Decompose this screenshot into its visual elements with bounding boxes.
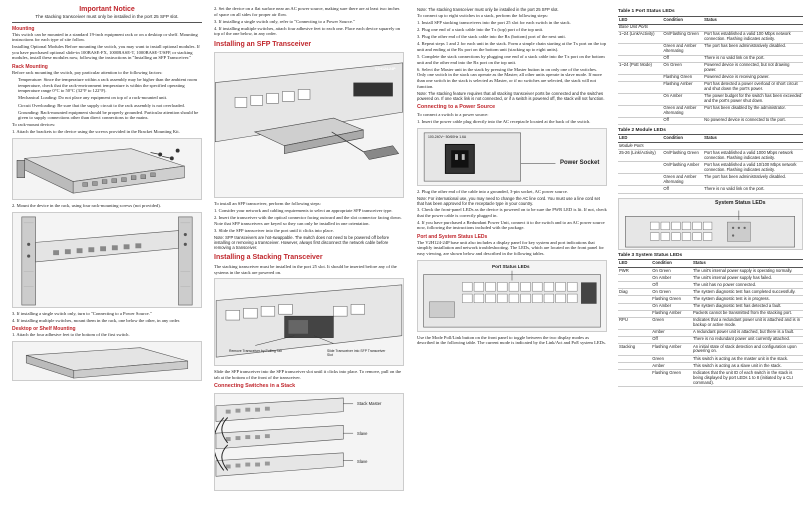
table-cell: Port has established a valid 100 Mbps network connection. Flashing indicates activity. [703,31,803,43]
table-cell: Amber [651,329,692,336]
connect-stack-heading: Connecting Switches in a Stack [214,383,296,390]
table-cell: There is no valid link on the port. [703,55,803,62]
stack-paragraph-2: Slide the SFP transceiver into the SFP transceiver slot until it clicks into place. To remove, pull on the tab at the bottom of the front of the transceiver. [214,369,402,380]
table-cell: On Amber [662,93,703,105]
table-row [618,93,803,105]
figure-remove-label: Remove Transceiver by Pulling Tab [229,349,283,354]
table-cell: The system diagnostic test has completed successfully. [692,289,803,296]
system-led-figure [618,198,803,250]
table-row [618,343,803,355]
port-status-table [618,17,803,125]
table-row [618,310,803,317]
system-status-table [618,260,803,387]
rack-paragraph-2: To rack-mount devices: [12,122,56,128]
table-cell: 1~24 (Link/Activity) [618,31,662,43]
table-row [618,74,803,81]
rack-step: 1. Attach the brackets to the device using the screws provided in the Bracket Mounting Kit. [12,129,180,135]
figure-slave-label: Slave [357,458,368,464]
stack-intro: To connect up to eight switches in a stack, perform the following steps: [417,13,548,18]
sfp-figure [214,52,404,198]
rack-figure [12,212,202,308]
install-options-paragraph: Installing Optional Modules Before mounting the switch, you may want to install optional modules. If you have purchased optional slide-in 100BASE-FX, 1000BASE-T, 1000BASE-T/SFP, or stacking modules, install these modules now, following the instructions in "Installing an SFP Transceiver." [12,44,200,61]
table-row [618,186,803,193]
stack-note: Note: The stacking feature requires that all stacking transceiver ports be connected and the switches powered on. If one stack link is not connected, or if a switch is powered off, the stack will not function. [417,90,605,101]
table-row [618,355,803,362]
table-cell: Green and Amber Alternating [662,174,703,186]
sfp-intro: To install an SFP transceiver, perform the following steps: [214,200,321,206]
top-note: Note: The stacking transceiver must only be installed in the port 25 SFP slot. [417,7,559,12]
table-cell: The unit's internal power supply has failed. [692,275,803,282]
table-cell: Diag [618,289,651,296]
desktop-step: 3. If installing a single switch only, refer to "Connecting to a Power Source." [214,18,355,24]
table2-header: Status [703,135,803,142]
port-led-figure [417,260,607,332]
figure-slide-label: Slide Transceiver into SFP Transceiver Slot [327,349,386,358]
table-cell: The unit's internal power supply is operating normally. [692,268,803,275]
table-row [618,268,803,275]
table-cell [618,55,662,62]
table-cell: The port has been administratively disabled. [703,174,803,186]
rack-heading: Rack Mounting [12,64,48,71]
sfp-note: Note: SFP transceivers are hot-swappable. The switch does not need to be powered off before installing or removing a transceiver. However, always first disconnect the network cable before removing a transceiver. [214,234,390,250]
table-cell: On/Flashing Green [662,150,703,162]
table-cell: Packets cannot be transmitted from the stacking port. [692,310,803,317]
table-cell [618,303,651,310]
stack-transceiver-figure [214,278,404,366]
port-led-illustration [418,261,606,331]
table1-group: Base Unit Ports [618,24,803,31]
power-note: Note: For international use, you may need to change the AC line cord. You must use a line cord set that has been approved for the receptacle type in your country. [417,195,600,206]
power-step: 4. If you have purchased a Redundant Power Unit, connect it to the switch and to an AC power source now, following the instructions included with the package. [417,219,605,231]
sfp-step: 2. Insert the transceiver with the optical connector facing outward and the slot connector facing down. Note that SFP transceivers are keyed so they can only be installed in one orientation. [214,215,402,226]
stack-step: 3. Plug the other end of the stack cable into the Rx (bottom) port of the next unit. [417,34,566,40]
table-cell: Off [662,186,703,193]
table-cell: 25-26 (Link/Activity) [618,150,662,162]
table-row [618,62,803,74]
table-cell: Off [662,117,703,124]
column-3 [417,6,607,347]
table-cell: Off [651,282,692,289]
table-row [618,289,803,296]
table-cell: Flashing Amber [662,81,703,93]
table-cell: On Amber [651,303,692,310]
table-cell: There is no valid link on the port. [703,186,803,193]
table-cell: The power budget for the switch has been exceeded and the port's power shut down. [704,93,802,104]
table-row [618,370,803,387]
column-4 [618,6,803,387]
table-row [618,296,803,303]
table1-title: Table 1 Port Status LEDs [618,9,803,17]
table-cell [618,355,651,362]
table-cell: Green and Amber Alternating [662,43,703,55]
mounting-heading: Mounting [12,25,35,32]
table-cell: No powered device is connected to the port. [703,117,803,124]
table-cell [618,310,651,317]
desktop-step: 2. Set the device on a flat surface near an AC power source, making sure there are at least two inches of space on all sides for proper air flow. [214,6,400,17]
desktop-step: 1. Attach the four adhesive feet to the bottom of the first switch. [12,332,130,338]
table-row [618,282,803,289]
table1-header: Status [703,17,803,24]
sfp-heading: Installing an SFP Transceiver [214,40,312,48]
table-cell [618,162,662,174]
stack-connect-illustration [215,394,403,490]
notice-subtitle: The stacking transceiver must only be installed in the port 25 SFP slot. [12,14,202,23]
table3-header: Status [692,260,803,267]
table2-header: LED [618,135,662,142]
stack-step: 6. Select the Master unit in the stack by pressing the Master button in on only one of the switches. Only one switch in the stack can operate as the Master; all other units operate in slave mode. If more than one switch in the stack is selected as Master, or if no switches are selected, the stack will not function. [417,66,602,89]
table2-header: Condition [662,135,703,142]
column-1 [12,6,202,384]
table-cell: There is no redundant power unit currently attached. [692,336,803,343]
table-cell: Green [651,355,692,362]
table3-title: Table 3 System Status LEDs [618,253,803,261]
table-cell [618,81,662,93]
figure-model-label: V2H124-24P [375,66,396,71]
rack-bullet: Grounding: Rack-mounted equipment should be properly grounded. Particular attention should be given to supply connections other than direct connections to the mains. [18,109,199,121]
figure-slave-label: Slave [357,430,368,436]
table-row [618,81,803,93]
table-row [618,43,803,55]
system-led-illustration [619,199,802,249]
rack-step: 3. If installing a single switch only, turn to "Connecting to a Power Source." [12,310,152,316]
table-cell: An initial state of stack detection and configuration upon powering on. [692,343,803,355]
table-cell: Stacking [618,343,651,355]
system-led-figure-title: System Status LEDs [715,199,766,206]
figure-master-label: Stack Master [357,400,382,406]
table-cell: A redundant power unit is attached, but there is a fault. [692,329,803,336]
power-step: 2. Plug the other end of the cable into a grounded, 3-pin socket, AC power source. [417,188,568,194]
rack-bullet: Temperature: Since the temperature within a rack assembly may be higher than the ambient room temperature, check that the rack-environment temperature is within the specified operating temperature range 0°C to 50°C (32°F to 122°F). [18,77,198,94]
bracket-illustration [13,139,201,199]
module-led-table [618,135,803,193]
table-cell [618,74,662,81]
table-cell: 1~24 (PoE Mode) [618,62,662,74]
table-cell [618,105,662,117]
rack-bullet: Circuit Overloading: Be sure that the supply circuit to the rack assembly is not overloaded. [18,102,185,108]
table-cell: This switch is acting as a slave unit in the stack. [692,363,803,370]
table-cell: This switch is acting as the master unit in the stack. [692,355,803,362]
table-row [618,303,803,310]
table1-header: LED [618,17,662,24]
led-heading: Port and System Status LEDs [417,233,488,240]
table-row [618,174,803,186]
table-cell: The unit has no power connected. [692,282,803,289]
stack-step: 5. Complete the stack connections by plugging one end of a stack cable into the Tx port on the bottom unit and the other end into the Rx port on the top unit. [417,54,605,65]
stack-heading: Installing a Stacking Transceiver [214,253,323,261]
table-cell: On Green [651,268,692,275]
power-heading: Connecting to a Power Source [417,103,496,110]
table2-group: Module Ports [618,143,803,150]
column-2 [214,6,404,494]
stack-step: 2. Plug one end of a stack cable into the Tx (top) port of the top unit. [417,27,544,33]
sfp-step: 3. Slide the SFP transceiver into the port until it clicks into place. [214,227,334,233]
power-intro: To connect a switch to a power source: [417,112,489,118]
table-row [618,363,803,370]
stack-paragraph: The stacking transceiver must be installed in the port 25 slot. It should be inserted before any of the systems in the stack are powered on. [214,263,397,275]
stack-connect-figure [214,393,404,491]
table-cell: Port has been disabled by the administrator. [703,105,803,117]
table-cell: On Amber [651,275,692,282]
table-cell [618,186,662,193]
table-row [618,336,803,343]
table-cell [618,93,662,105]
port-led-figure-title: Port Status LEDs [492,263,530,269]
table-cell: The system diagnostic test is in progress. [692,296,803,303]
table-cell: Green [651,317,692,329]
table-cell: Indicates that a redundant power unit is attached and is in backup or active mode. [692,317,803,329]
table-cell: On Green [662,62,703,74]
table-cell: RPU [618,317,651,329]
table-cell: Port has established a valid 1000 Mbps network connection. Flashing indicates activity. [703,150,803,162]
power-step: 3. Check the front-panel LEDs as the device is powered on to be sure the PWR LED is lit. If not, check that the power cable is correctly plugged in. [417,206,607,218]
bracket-figure [12,138,202,200]
table-row [618,329,803,336]
table-cell [618,174,662,186]
table-row [618,105,803,117]
desktop-heading: Desktop or Shelf Mounting [12,326,76,333]
table-row [618,162,803,174]
table-cell: Indicates that the unit ID of each switch in the stack is being displayed by port LEDs 1 to 8 (initiated by a CLI command). [692,370,803,387]
table-cell [618,275,651,282]
table-cell: Flashing Green [651,296,692,303]
table-cell: Flashing Green [662,74,703,81]
led-paragraph: The V2H124-24P base unit also includes a display panel for key system and port indications that simplify installation and network troubleshooting. The LEDs, which are located on the front panel for easy viewing, are shown below and described in the following tables. [417,239,604,256]
rack-step: 4. If installing multiple switches, mount them in the rack, one below the other, in any order. [12,317,181,323]
sfp-illustration [215,53,403,197]
rack-step: 2. Mount the device in the rack, using four rack-mounting screws (not provided). [12,203,161,208]
table-cell [618,363,651,370]
desktop-step: 4. If installing multiple switches, attach four adhesive feet to each one. Place each device squarely on top of the one below, in any order. [214,25,401,37]
table-cell: Powered device is receiving power. [703,74,803,81]
table-cell: Port has detected a power overload or short circuit and shut down the port's power. [703,81,803,93]
table-cell: Flashing Amber [651,343,692,355]
table-cell [618,329,651,336]
table-cell [618,370,651,387]
table-cell: Off [662,55,703,62]
table-row [618,275,803,282]
desktop-illustration [13,342,201,380]
table-cell: Off [651,336,692,343]
table-row [618,31,803,43]
table-cell: On/Flashing Green [662,31,703,43]
table-cell: On Green [651,289,692,296]
led-paragraph-2: Use the Mode Poll/Link button on the front panel to toggle between the two display modes as described in the following table. The current mode is indicated by the Link/Act and PoE system LEDs. [417,334,606,346]
table-cell: Amber [651,363,692,370]
table3-header: LED [618,260,651,267]
stack-step: 4. Repeat steps 1 and 2 for each unit in the stack. Form a simple chain starting at the Tx port on the top unit and ending at the Rx port on the bottom unit (stacking up to eight units). [417,41,607,52]
power-socket-label: Power Socket [560,159,600,166]
rack-illustration [13,213,201,307]
table-cell [618,282,651,289]
table2-title: Table 2 Module LEDs [618,128,803,136]
table-row [618,117,803,124]
stack-step: 1. Install SFP stacking transceivers into the port 25 slot for each switch in the stack. [417,20,571,26]
table-row [618,55,803,62]
table-cell: Port has established a valid 10/100 Mbps network connection. Flashing indicates activity. [703,162,803,174]
table1-header: Condition [662,17,703,24]
table3-header: Condition [651,260,692,267]
table-cell [618,43,662,55]
table-cell: Green and Amber Alternating [662,105,703,117]
table-cell [618,296,651,303]
power-step: 1. Insert the power cable plug directly into the AC receptacle located at the back of the switch. [417,119,591,125]
sfp-step: 1. Consider your network and cabling requirements to select an appropriate SFP transceiver type. [214,208,393,214]
table-cell [618,336,651,343]
table-cell: The system diagnostic test has detected a fault. [692,303,803,310]
notice-title: Important Notice [79,6,135,13]
table-cell [618,117,662,124]
mounting-paragraph: This switch can be mounted in a standard 19-inch equipment rack or on a desktop or shelf. Mounting instructions for each type of site follow. [12,31,198,43]
rack-bullet: Mechanical Loading: Do not place any equipment on top of a rack-mounted unit. [18,95,168,101]
table-cell: The port has been administratively disabled. [703,43,803,55]
table-row [618,150,803,162]
desktop-figure [12,341,202,381]
table-row [618,317,803,329]
power-figure [417,128,607,186]
table-cell: Flashing Green [651,370,692,387]
table-cell: PWR [618,268,651,275]
table-cell: On/Flashing Amber [662,162,703,174]
rack-paragraph: Before rack mounting the switch, pay particular attention to the following factors: [12,70,163,76]
table-cell: Powered device is connected, but not drawing power. [703,62,803,74]
power-rating-label: 100-240V~ 50/60Hz 1.6A [428,134,467,139]
table-cell: Flashing Amber [651,310,692,317]
